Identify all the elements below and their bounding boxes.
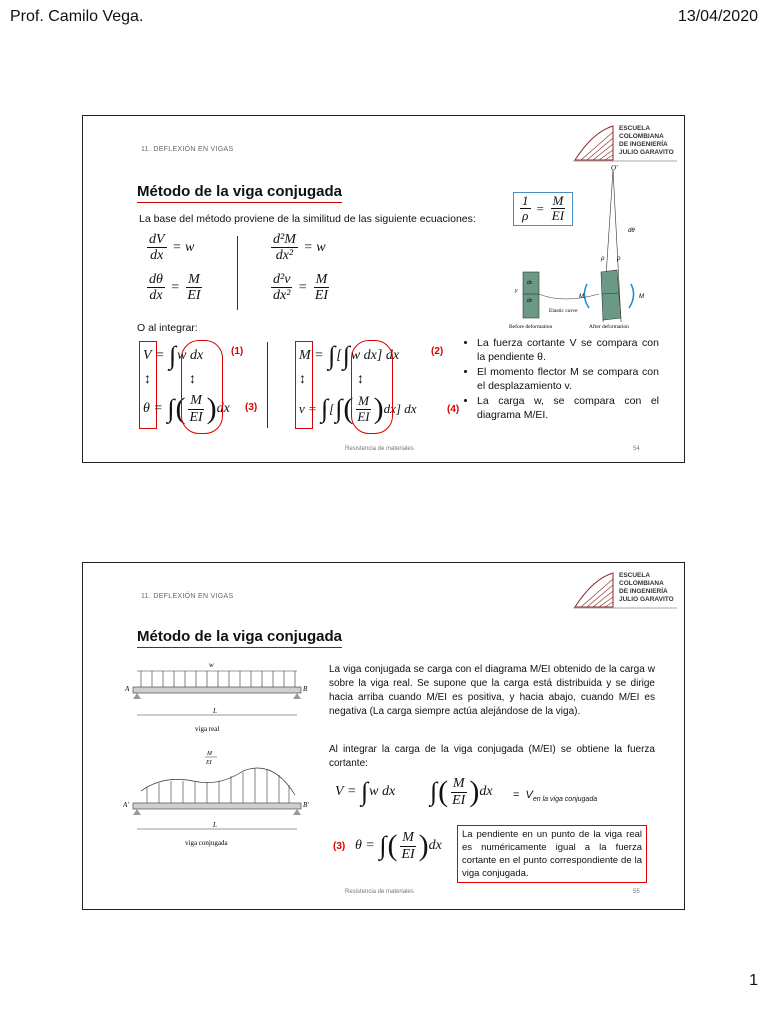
- red-loop-w-mei: [181, 340, 223, 434]
- author-header: Prof. Camilo Vega.: [10, 8, 144, 25]
- svg-text:ρ: ρ: [601, 256, 605, 262]
- section-label: 11. DEFLEXIÓN EN VIGAS: [141, 146, 234, 153]
- red-loop-w-mei: [351, 340, 393, 434]
- svg-text:L: L: [213, 821, 217, 829]
- theta-integral-equation: θ = ∫ ( $\frac{M}{EI}$ ) dx: [143, 392, 230, 425]
- comparison-bullets: [463, 336, 659, 423]
- svg-text:O': O': [611, 164, 618, 172]
- slide-title: Método de la viga conjugada: [137, 628, 343, 645]
- svg-text:A: A: [125, 685, 130, 693]
- svg-text:M: M: [207, 751, 212, 757]
- real-beam-figure: [123, 659, 313, 749]
- dtheta-dx-equation: $\frac{d\theta}{dx}$ = $\frac{M}{EI}$: [149, 272, 201, 304]
- svg-text:EI: EI: [206, 760, 212, 766]
- svg-text:L: L: [213, 707, 217, 715]
- divider: [237, 236, 238, 310]
- mei-integral-equation: ∫ ( $\frac{M}{EI}$ ) dx: [430, 775, 493, 808]
- v-integral-equation: V = ∫ w dx: [143, 341, 204, 370]
- logo-text: ESCUELA COLOMBIANA DE INGENIERÍA JULIO GARAVITO: [619, 125, 674, 156]
- after-label: After deformation: [589, 324, 629, 330]
- label-2: (2): [431, 346, 444, 357]
- svg-text:dx: dx: [527, 280, 533, 286]
- svg-text:w: w: [209, 661, 214, 669]
- label-3: (3): [245, 402, 258, 413]
- svg-text:dθ: dθ: [628, 228, 635, 234]
- slide-number: 55: [633, 889, 640, 895]
- curvature-equation: $\frac{1}{\rho}$ = $\frac{M}{EI}$: [513, 192, 573, 226]
- bullet-item: • La carga w, se compara con el diagrama M/EI.: [477, 394, 659, 422]
- shear-integral-equation: V = ∫ w dx: [335, 777, 396, 806]
- slide-footer: Resistencia de materiales: [345, 889, 414, 895]
- conclusion-box: La pendiente en un punto de la viga real es numéricamente igual a la fuerza cortante en el punto correspondiente de la viga conjugada.: [457, 825, 647, 883]
- svg-text:ρ: ρ: [617, 256, 621, 262]
- dv-dx-equation: $\frac{dV}{dx}$ = w: [149, 232, 195, 264]
- bullet-item: • La fuerza cortante V se compara con la pendiente θ.: [477, 336, 659, 364]
- divider: [267, 342, 268, 428]
- section-label: 11. DEFLEXIÓN EN VIGAS: [141, 593, 234, 600]
- m-integral-equation: M = ∫ [ ∫ w dx] dx: [299, 341, 400, 370]
- double-arrow: ↕: [144, 370, 151, 386]
- slide-55: [82, 562, 685, 910]
- slide-title: Método de la viga conjugada: [137, 183, 343, 200]
- svg-text:M: M: [639, 294, 644, 300]
- paragraph-load: La viga conjugada se carga con el diagrama M/EI obtenido de la carga w sobre la viga real. Se supone que la carga está distribuida y se dirige hacia arriba cuando M/EI es positiva, y hacia abajo, cuando M/EI es negativa (La carga siempre actúa alejándose de la viga).: [329, 664, 655, 717]
- bullet-item: • El momento flector M se compara con el desplazamiento v.: [477, 365, 659, 393]
- deformation-figure: [503, 162, 679, 338]
- svg-text:B': B': [303, 801, 309, 809]
- double-arrow: ↕: [189, 370, 196, 386]
- d2m-dx2-equation: $\frac{\text{d²M}}{\text{dx²}}$ = w: [273, 232, 326, 264]
- page-number: 1: [749, 972, 758, 989]
- date-header: 13/04/2020: [677, 8, 758, 25]
- label-3: (3): [333, 841, 346, 852]
- svg-text:M: M: [579, 294, 584, 300]
- conjugate-shear-equivalence: = $V_{en la viga conjugada}$: [513, 789, 598, 804]
- conjugate-beam-figure: [123, 745, 313, 855]
- paragraph-shear: Al integrar la carga de la viga conjugada (M/EI) se obtiene la fuerza cortante:: [329, 744, 655, 769]
- svg-text:B: B: [303, 685, 308, 693]
- double-arrow: ↕: [299, 370, 306, 386]
- slide-number: 54: [633, 446, 640, 452]
- before-label: Before deformation: [509, 324, 553, 330]
- slide-footer: Resistencia de materiales: [345, 446, 414, 452]
- slide-54: [82, 115, 685, 463]
- intro-text: La base del método proviene de la similitud de las siguiente ecuaciones:: [139, 213, 476, 225]
- label-4: (4): [447, 404, 460, 415]
- elastic-curve-label: Elastic curve: [549, 308, 578, 314]
- v-double-integral-equation: v = ∫ [ ∫ ( $\frac{M}{EI}$ ) dx] dx: [299, 392, 417, 425]
- double-arrow: ↕: [357, 370, 364, 386]
- integrate-label: O al integrar:: [137, 322, 198, 334]
- logo-text: ESCUELA COLOMBIANA DE INGENIERÍA JULIO GARAVITO: [619, 572, 674, 603]
- svg-text:A': A': [123, 801, 129, 809]
- label-1: (1): [231, 346, 244, 357]
- slope-integral-equation: θ = ∫ ( $\frac{M}{EI}$ ) dx: [355, 829, 442, 862]
- d2v-dx2-equation: $\frac{\text{d²v}}{\text{dx²}}$ = $\frac{M}{EI}$: [273, 272, 329, 304]
- real-beam-caption: viga real: [195, 725, 220, 733]
- conjugate-beam-caption: viga conjugada: [185, 839, 228, 847]
- svg-text:dx: dx: [527, 298, 533, 304]
- svg-text:y: y: [515, 288, 518, 294]
